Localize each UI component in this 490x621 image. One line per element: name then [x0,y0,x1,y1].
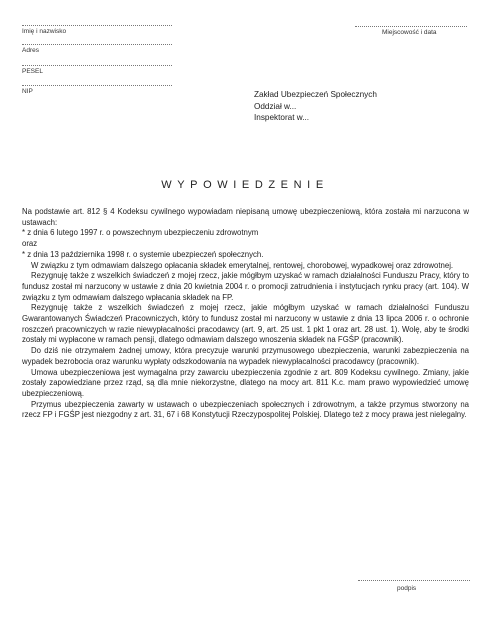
nip-field [22,88,172,95]
body-paragraph: oraz [22,239,38,249]
letter-body [22,207,469,421]
name-label: Imię i nazwisko [22,28,67,35]
document-title: WYPOWIEDZENIE [161,179,329,191]
address-field [22,47,172,54]
recipient-block [254,89,377,124]
body-paragraph: * z dnia 13 października 1998 r. o systemie ubezpieczeń społecznych. [22,249,264,259]
body-paragraph: Na podstawie art. 812 § 4 Kodeksu cywilnego wypowiadam niepisaną umowę ubezpieczeniową, która została mi narzucona w ustawach: [22,207,469,227]
body-paragraph: W związku z tym odmawiam dalszego opłacania składek emerytalnej, rentowej, chorobowej, wypadkowej oraz zdrowotnej. [31,260,454,270]
name-field [22,28,172,35]
body-paragraph: * z dnia 6 lutego 1997 r. o powszechnym ubezpieczeniu zdrowotnym [22,228,259,238]
pesel-field [22,68,172,75]
place-date-line [355,26,467,27]
place-date-label: Miejscowość i data [382,29,437,36]
pesel-label: PESEL [22,68,43,75]
body-paragraph: Do dziś nie otrzymałem żadnej umowy, która precyzuje warunki przymusowego ubezpieczenia, warunki zabezpieczenia na wypadek bezrobocia oraz warunku wypłaty odszkodowania na wypadek niewypłacalności pracodawcy (pracownik). [22,346,469,366]
signature-line [358,580,470,581]
recipient-line: Inspektorat w... [254,113,310,122]
body-paragraph: Przymus ubezpieczenia zawarty w ustawach o ubezpieczeniach społecznych i zdrowotnym, a także przymus stworzony na rzecz FP i FGŚP jest niezgodny z art. 31, 67 i 68 Konstytucji Rzeczypospolitej Polskiej. Dlatego też z mocy prawa jest nielegalny. [22,399,469,420]
signature-label: podpis [397,585,417,592]
body-paragraph: Rezygnuję także z wszelkich świadczeń z mojej rzecz, jakie mógłbym uzyskać w ramach działalności Funduszu Gwarantowanych Świadczeń Pracowniczych, który to fundusz został mi narzucony w ustawie z dnia 13 lipca 2006 r. o ochronie roszczeń pracowniczych w razie niewypłacalności pracodawcy (art. 9, art. 25 ust. 1 pkt 1 oraz art. 28 ust. 1). Wolę, aby te środki zostały mi wypłacone w ramach pensji, dlatego odmawiam dalszego wnoszenia składek na FGŚP (pracownik). [22,303,469,345]
recipient-line: Oddział w... [254,101,297,111]
recipient-line: Zakład Ubezpieczeń Społecznych [254,90,377,99]
body-paragraph: Rezygnuję także z wszelkich świadczeń z mojej rzecz, jakie mógłbym uzyskać w ramach działalności Funduszu Pracy, który to fundusz został mi narzucony w ustawie z dnia 20 kwietnia 2004 r. o promocji zatrudnienia i instytucjach rynku pracy (art. 104). W związku z tym odmawiam dalszego wpłacania składek na FP. [22,271,469,302]
address-label: Adres [22,47,39,54]
nip-label: NIP [22,88,33,95]
body-paragraph: Umowa ubezpieczeniowa jest wymagalna przy zawarciu ubezpieczenia zgodnie z art. 809 Kodeksu cywilnego. Zmiany, jakie zostały zapowiedziane przez rząd, są dla mnie niekorzystne, dlatego na mocy art. 811 K.c. mam prawo wypowiedzieć umowę ubezpieczeniową. [22,367,469,398]
